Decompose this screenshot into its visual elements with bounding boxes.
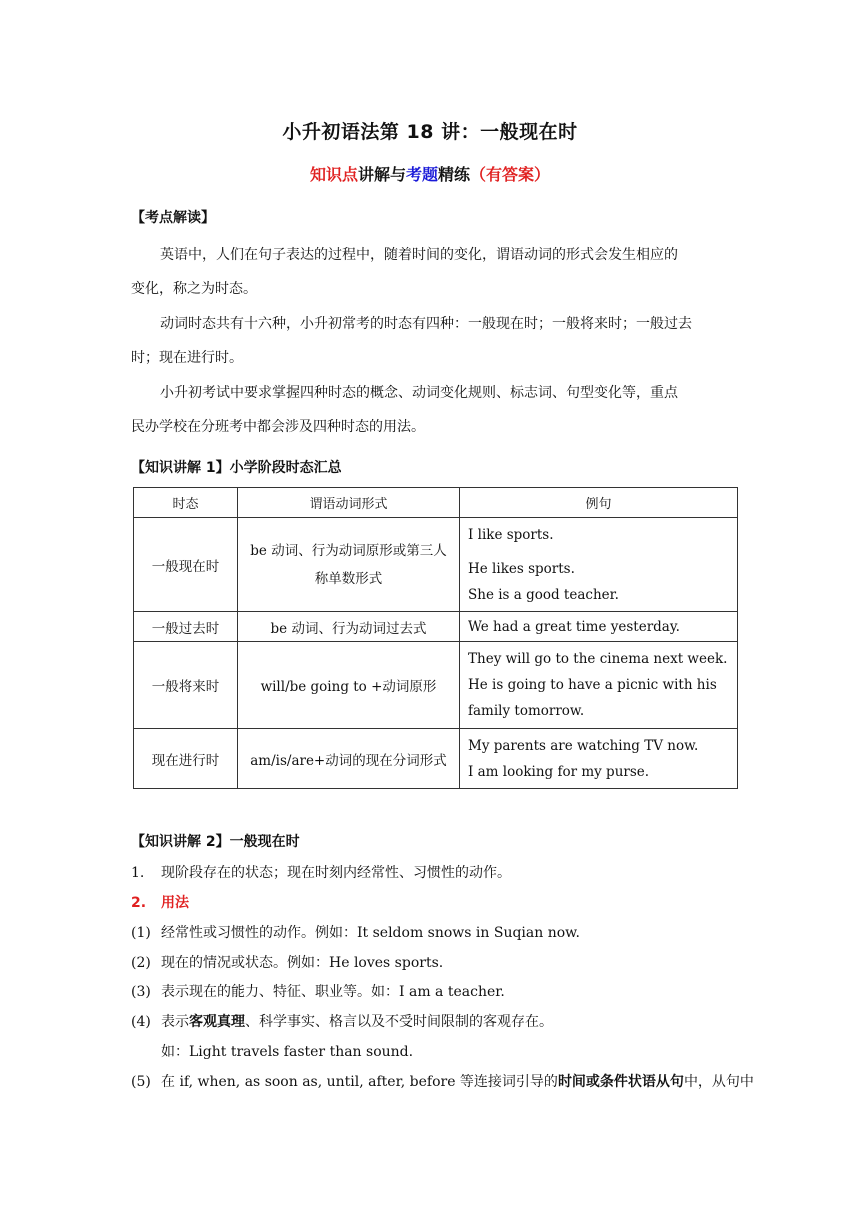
table-cell-tense: 一般将来时 [134,642,238,729]
example-sentence: He likes sports. [468,560,575,577]
table-row [134,518,738,612]
list-item-text: 现阶段存在的状态；现在时刻内经常性、习惯性的动作。 [161,865,511,881]
usage-text: 经常性或习惯性的动作。例如：It seldom snows in Suqian now. [161,925,580,941]
usage-number: (2) [131,955,151,971]
list-item [131,892,189,912]
example-sentence: I like sports. [468,526,554,543]
subtitle-part2: 讲解与 [357,165,406,184]
table-cell-form: am/is/are+动词的现在分词形式 [238,729,460,789]
table-cell-form: will/be going to +动词原形 [238,642,460,729]
usage-item [131,1011,553,1031]
paragraph-3 [131,376,731,444]
paragraph-1 [131,238,731,306]
usage-number: (4) [131,1014,151,1030]
list-item-number: 2. [131,895,147,911]
table-row [134,612,738,642]
table-header-tense: 时态 [134,488,238,518]
page-title: 小升初语法第 18 讲：一般现在时 [282,121,578,143]
usage-text: 、科学事实、格言以及不受时间限制的客观存在。 [245,1014,553,1030]
usage-number: (1) [131,925,151,941]
subtitle-part1: 知识点 [309,165,358,184]
usage-text-bold: 时间或条件状语从句 [557,1074,684,1090]
example-sentence: My parents are watching TV now. [468,737,699,754]
table-row [134,729,738,789]
example-sentence: I am looking for my purse. [468,763,650,780]
paragraph-2-line-1: 动词时态共有十六种，小升初常考的时态有四种：一般现在时；一般将来时；一般过去 [160,316,692,332]
table-cell-tense: 现在进行时 [134,729,238,789]
table-cell-examples [460,642,738,729]
table-header-examples: 例句 [460,488,738,518]
paragraph-3-line-2: 民办学校在分班考中都会涉及四种时态的用法。 [131,419,425,435]
usage-item [131,952,443,972]
usage-text-bold: 客观真理 [189,1014,245,1030]
table-row [134,642,738,729]
list-item-text: 用法 [161,895,189,911]
table-cell-tense: 一般过去时 [134,612,238,642]
usage-text: 表示 [161,1014,189,1030]
table-cell-tense: 一般现在时 [134,518,238,612]
tense-summary-table [133,487,738,789]
paragraph-3-line-1: 小升初考试中要求掌握四种时态的概念、动词变化规则、标志词、句型变化等，重点 [160,385,678,401]
paragraph-1-line-1: 英语中，人们在句子表达的过程中，随着时间的变化，谓语动词的形式会发生相应的 [160,247,678,263]
table-header-row [134,488,738,518]
usage-example [131,1041,413,1061]
table-header-form: 谓语动词形式 [238,488,460,518]
paragraph-1-line-2: 变化，称之为时态。 [131,281,257,297]
usage-text: 中，从句中 [683,1074,754,1090]
page-subtitle [0,162,860,185]
paragraph-2-line-2: 时；现在进行时。 [131,350,243,366]
subtitle-part5: （有答案） [470,165,551,184]
example-sentence: family tomorrow. [468,703,585,719]
example-sentence: He is going to have a picnic with his [468,677,717,693]
table-cell-examples [460,729,738,789]
table-cell-form: be 动词、行为动词过去式 [238,612,460,642]
list-item [131,862,511,882]
usage-text: 在 if, when, as soon as, until, after, before 等连接词引导的 [161,1074,558,1090]
subtitle-part3: 考题 [405,165,438,184]
paragraph-2 [131,307,731,375]
usage-number: (5) [131,1074,151,1090]
section-heading-exam-points: 【考点解读】 [131,210,215,226]
usage-example-text: 如：Light travels faster than sound. [161,1044,414,1060]
usage-number: (3) [131,984,151,1000]
example-sentence: We had a great time yesterday. [468,618,680,635]
table-cell-form: be 动词、行为动词原形或第三人称单数形式 [238,518,460,612]
example-sentence: She is a good teacher. [468,586,619,603]
list-item-number: 1. [131,865,145,881]
table-cell-examples [460,612,738,642]
usage-item [131,1071,754,1091]
table-cell-examples [460,518,738,612]
usage-item [131,922,580,942]
usage-text: 现在的情况或状态。例如：He loves sports. [161,955,444,971]
usage-item [131,981,505,1001]
example-sentence: They will go to the cinema next week. [468,651,728,667]
usage-text: 表示现在的能力、特征、职业等。如：I am a teacher. [161,984,505,1000]
section-heading-knowledge-1: 【知识讲解 1】小学阶段时态汇总 [131,460,342,476]
subtitle-part4: 精练 [438,165,471,184]
section-heading-knowledge-2: 【知识讲解 2】一般现在时 [131,834,300,850]
